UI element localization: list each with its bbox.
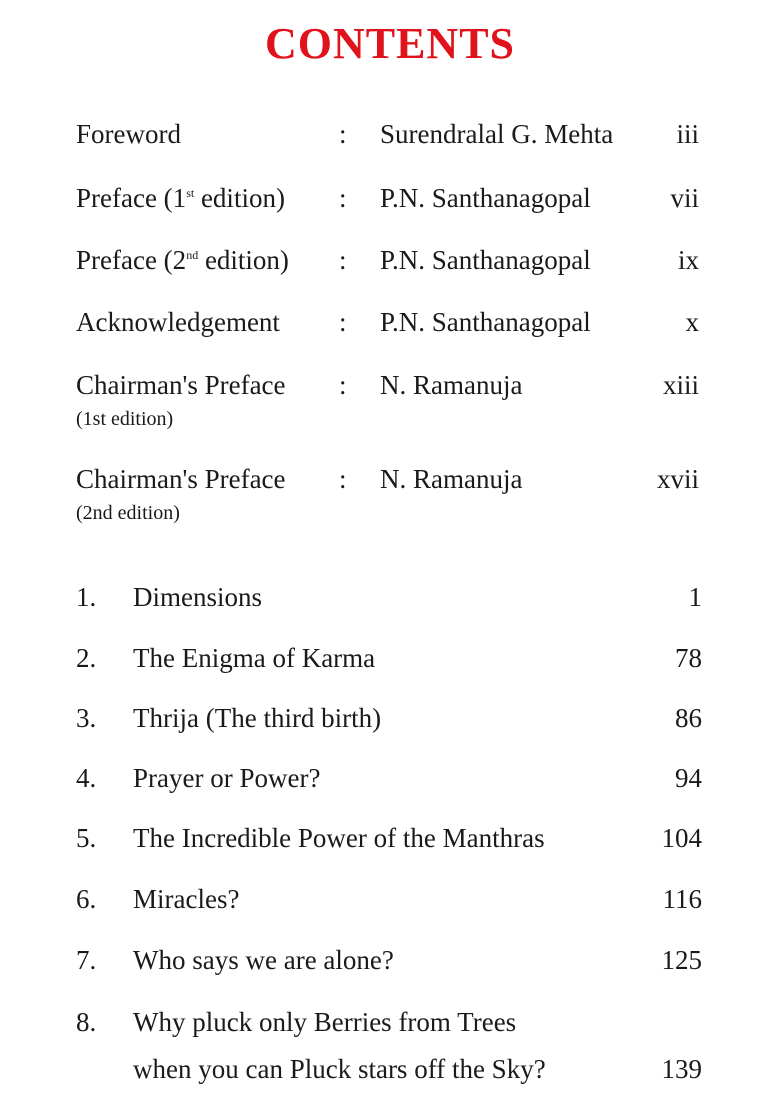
page-number: xiii [662,370,699,400]
chapter-title: The Incredible Power of the Manthras [133,823,545,853]
page-number: 78 [675,643,702,673]
front-matter-row [0,307,780,367]
front-matter-author: N. Ramanuja [380,370,523,400]
page-number: 116 [662,884,702,914]
chapter-title: Thrija (The third birth) [133,703,382,733]
front-matter-subtitle: (2nd edition) [76,502,180,524]
front-matter-subtitle: (1st edition) [76,408,174,430]
chapter-title: Dimensions [133,582,263,612]
page-number: xvii [656,464,699,494]
front-matter-author: P.N. Santhanagopal [380,183,591,213]
front-matter-row [0,119,780,179]
page-number: 104 [661,823,702,853]
chapter-title: Who says we are alone? [133,945,394,975]
page-number: iii [676,119,699,149]
page-number: vii [670,183,699,213]
page-number: ix [677,245,699,275]
front-matter-author: Surendralal G. Mehta [380,119,614,149]
page-number: 86 [675,703,702,733]
page-number: 1 [688,582,702,612]
chapter-title: The Enigma of Karma [133,643,376,673]
front-matter-row [0,183,780,243]
chapter-title-line2: when you can Pluck stars off the Sky? [133,1054,546,1084]
chapter-number: 5. [76,823,97,853]
front-matter-title: Chairman's Preface [76,464,286,494]
front-matter-author: P.N. Santhanagopal [380,245,591,275]
chapter-number: 7. [76,945,97,975]
page-number: x [685,307,699,337]
front-matter-row [0,370,780,430]
page-title: CONTENTS [264,19,516,68]
chapter-number: 1. [76,582,97,612]
chapter-number: 3. [76,703,97,733]
chapter-title: Miracles? [133,884,240,914]
separator: : [339,183,347,213]
chapter-title: Why pluck only Berries from Trees [133,1007,517,1037]
front-matter-row [0,245,780,305]
page-number: 94 [675,763,702,793]
chapter-number: 8. [76,1007,97,1037]
separator: : [339,119,347,149]
front-matter-title: Acknowledgement [76,307,280,337]
front-matter-title: Chairman's Preface [76,370,286,400]
front-matter-title: Preface (1st edition) [76,183,285,213]
front-matter-title: Foreword [76,119,181,149]
page-number: 139 [661,1054,702,1084]
chapter-number: 6. [76,884,97,914]
separator: : [339,464,347,494]
front-matter-author: N. Ramanuja [380,464,523,494]
front-matter-title: Preface (2nd edition) [76,245,289,275]
chapter-title: Prayer or Power? [133,763,321,793]
chapter-number: 2. [76,643,97,673]
separator: : [339,370,347,400]
separator: : [339,245,347,275]
chapter-number: 4. [76,763,97,793]
front-matter-author: P.N. Santhanagopal [380,307,591,337]
separator: : [339,307,347,337]
front-matter-row [0,464,780,524]
page-number: 125 [661,945,702,975]
